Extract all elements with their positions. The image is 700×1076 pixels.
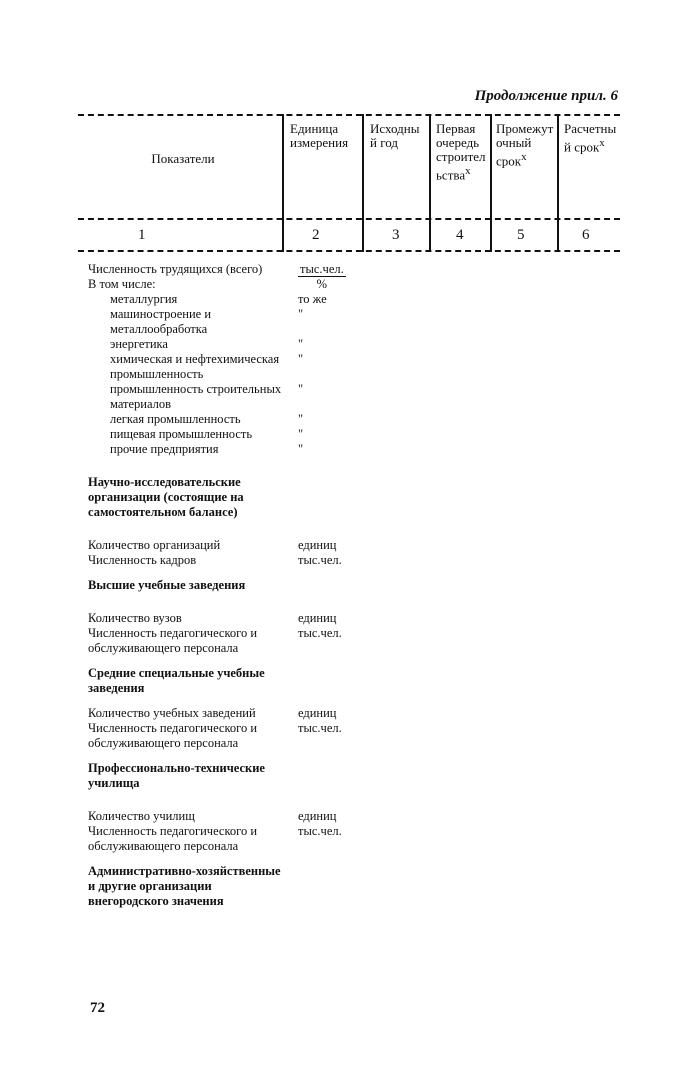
- column-divider: [557, 114, 559, 252]
- row-label: химическая и нефтехимическая промышленность: [110, 352, 280, 381]
- row-unit: тыс.чел.: [298, 626, 342, 640]
- column-number: 3: [392, 227, 400, 243]
- row-label: промышленность строительных материалов: [110, 382, 282, 411]
- row-label: металлургия: [110, 292, 178, 306]
- row-label: машиностроение и металлообработка: [110, 307, 212, 336]
- column-number: 2: [312, 227, 320, 243]
- row-label: Численность кадров: [88, 553, 197, 567]
- table-row: [88, 307, 388, 337]
- row-unit: единиц: [298, 706, 337, 720]
- row-unit: то же: [298, 292, 327, 306]
- row-unit: единиц: [298, 611, 337, 625]
- column-header-indicators: Показатели: [151, 151, 215, 166]
- table-row: [88, 721, 388, 751]
- row-label: Количество вузов: [88, 611, 182, 625]
- column-number: 1: [138, 227, 146, 243]
- section-heading: [88, 761, 388, 791]
- table-row: [88, 809, 388, 824]
- row-label: Численность педагогического и обслуживающего персонала: [88, 721, 258, 750]
- row-unit: ": [298, 352, 304, 366]
- table-row: [88, 553, 388, 568]
- row-unit: тыс.чел.: [298, 721, 342, 735]
- column-number: 6: [582, 227, 590, 243]
- table-row: [88, 442, 388, 457]
- row-label: легкая промышленность: [110, 412, 241, 426]
- row-unit: единиц: [298, 809, 337, 823]
- row-label: энергетика: [110, 337, 168, 351]
- column-header-first-stage: [436, 122, 488, 182]
- table-row: [88, 277, 388, 292]
- row-label: В том числе:: [88, 277, 156, 291]
- section-heading: [88, 864, 388, 909]
- row-label: Средние специальные учебные заведения: [88, 666, 265, 695]
- column-header-intermediate-term: [496, 122, 554, 168]
- column-header-unit: Единица измерения: [290, 121, 349, 150]
- column-divider: [362, 114, 364, 252]
- row-label: Численность трудящихся (всего): [88, 262, 263, 276]
- column-header-base-year: Исходный год: [370, 121, 420, 150]
- header-text: Промежуточный срок: [496, 121, 554, 169]
- unit-denominator: %: [316, 277, 328, 291]
- table-row: [88, 427, 388, 442]
- row-unit: тыс.чел.: [298, 553, 342, 567]
- row-label: Численность педагогического и обслуживающего персонала: [88, 626, 258, 655]
- table-row: [88, 337, 388, 352]
- table-row: [88, 824, 388, 854]
- numbers-rule: [78, 250, 620, 252]
- row-label: Административно-хозяйственные и другие организации внегородского значения: [88, 864, 281, 908]
- row-label: Высшие учебные заведения: [88, 578, 246, 592]
- row-label: Профессионально-технические училища: [88, 761, 265, 790]
- row-label: Количество учебных заведений: [88, 706, 256, 720]
- row-unit: ": [298, 382, 304, 396]
- table-row: [88, 382, 388, 412]
- page-number: 72: [90, 1000, 105, 1016]
- table-row: [88, 538, 388, 553]
- row-unit: единиц: [298, 538, 337, 552]
- table-top-rule: [78, 114, 620, 116]
- table-row: [88, 352, 388, 382]
- table-caption: Продолжение прил. 6: [474, 88, 618, 104]
- section-heading: [88, 475, 388, 520]
- footnote-mark: x: [465, 165, 471, 177]
- column-number: 4: [456, 227, 464, 243]
- unit-numerator: тыс.чел.: [300, 262, 344, 276]
- row-unit: ": [298, 307, 304, 321]
- column-divider: [429, 114, 431, 252]
- row-label: Количество училищ: [88, 809, 195, 823]
- table-row: [88, 706, 388, 721]
- column-number: 5: [517, 227, 525, 243]
- header-text: Первая очередь строительства: [436, 121, 486, 183]
- row-unit: ": [298, 427, 304, 441]
- header-rule: [78, 218, 620, 220]
- column-divider: [490, 114, 492, 252]
- table-row: [88, 626, 388, 656]
- row-label: Научно-исследовательские организации (состоящие на самостоятельном балансе): [88, 475, 244, 519]
- row-unit: ": [298, 412, 304, 426]
- table-row: [88, 292, 388, 307]
- row-label: Численность педагогического и обслуживающего персонала: [88, 824, 258, 853]
- header-text: Расчетный срок: [564, 121, 617, 155]
- column-header-estimated-term: [564, 122, 620, 154]
- table-body: [88, 262, 388, 909]
- table-row: [88, 611, 388, 626]
- row-label: Количество организаций: [88, 538, 221, 552]
- footnote-mark: x: [521, 151, 527, 163]
- footnote-mark: x: [599, 137, 605, 149]
- row-label: прочие предприятия: [110, 442, 219, 456]
- row-unit: ": [298, 442, 304, 456]
- section-heading: [88, 666, 388, 696]
- row-unit: ": [298, 337, 304, 351]
- row-unit: тыс.чел.: [298, 824, 342, 838]
- table-row: [88, 412, 388, 427]
- row-label: пищевая промышленность: [110, 427, 253, 441]
- section-heading: [88, 578, 388, 593]
- column-divider: [282, 114, 284, 252]
